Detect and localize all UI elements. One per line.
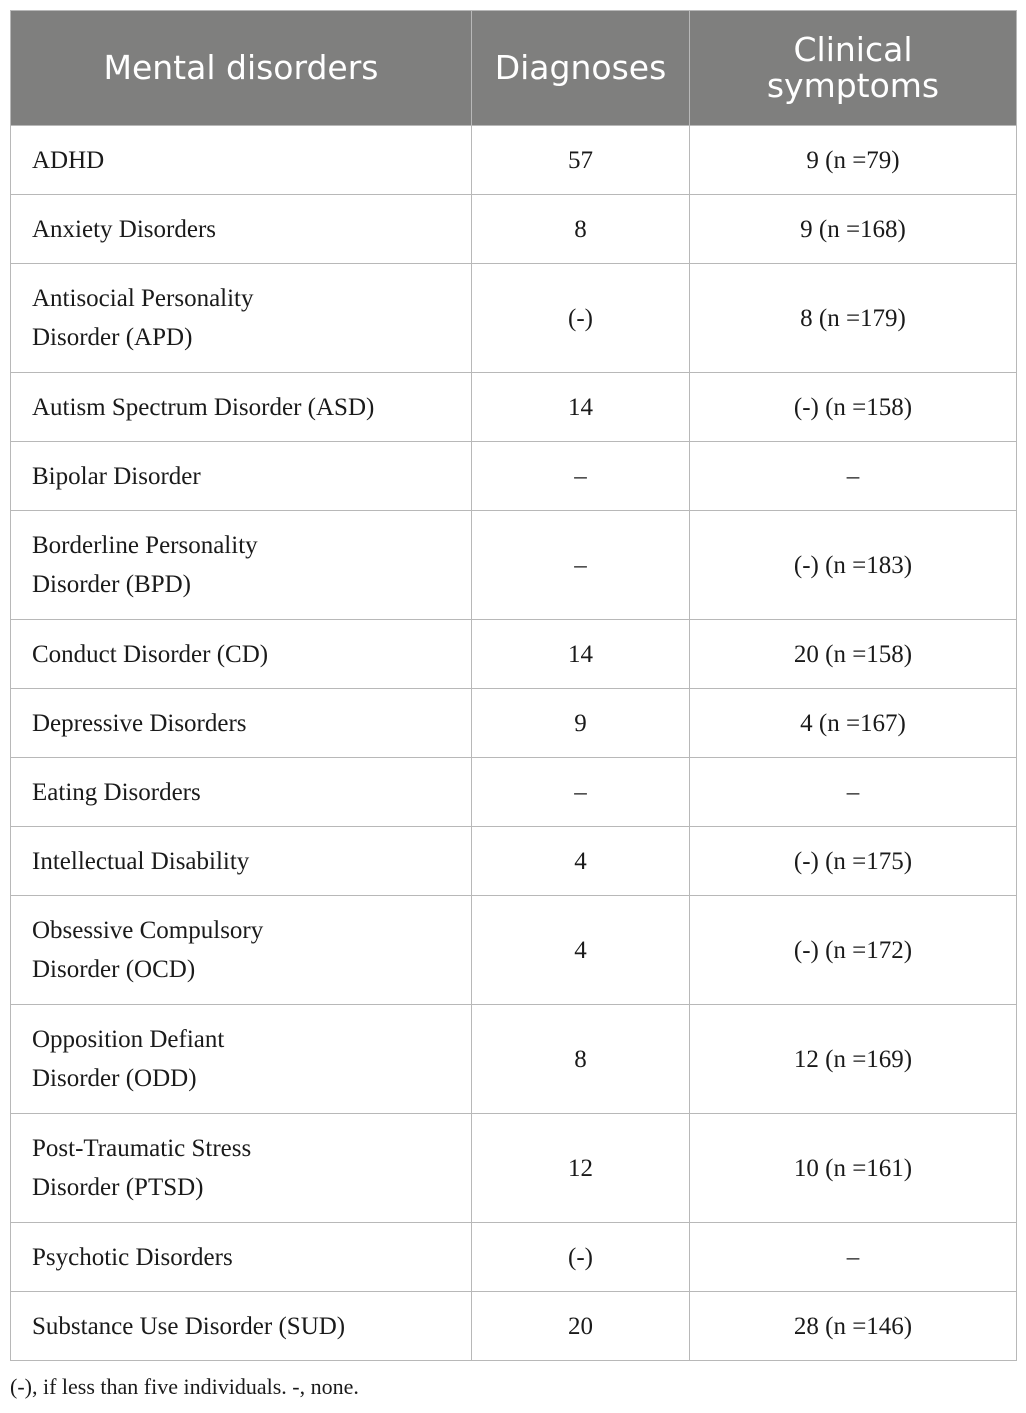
cell-symptoms: 20 (n =158) xyxy=(690,620,1017,689)
cell-disorder: Substance Use Disorder (SUD) xyxy=(11,1292,472,1361)
cell-diagnoses: – xyxy=(472,758,690,827)
header-mental-disorders: Mental disorders xyxy=(11,11,472,126)
table-row xyxy=(11,442,1017,511)
cell-symptoms: 8 (n =179) xyxy=(690,264,1017,373)
mental-disorders-table xyxy=(10,10,1017,1361)
cell-symptoms: (-) (n =183) xyxy=(690,511,1017,620)
cell-symptoms: – xyxy=(690,442,1017,511)
cell-disorder: Bipolar Disorder xyxy=(11,442,472,511)
cell-disorder: ADHD xyxy=(11,126,472,195)
table-row xyxy=(11,373,1017,442)
cell-disorder: Intellectual Disability xyxy=(11,827,472,896)
table-body xyxy=(11,126,1017,1361)
cell-symptoms: 9 (n =168) xyxy=(690,195,1017,264)
cell-symptoms: 12 (n =169) xyxy=(690,1005,1017,1114)
table-row xyxy=(11,511,1017,620)
cell-symptoms: (-) (n =172) xyxy=(690,896,1017,1005)
table-row xyxy=(11,126,1017,195)
table-row xyxy=(11,1114,1017,1223)
cell-disorder: Autism Spectrum Disorder (ASD) xyxy=(11,373,472,442)
cell-disorder: Borderline Personality Disorder (BPD) xyxy=(11,511,472,620)
table-footnote: (-), if less than five individuals. -, none. xyxy=(10,1374,359,1399)
cell-diagnoses: 20 xyxy=(472,1292,690,1361)
cell-symptoms: (-) (n =158) xyxy=(690,373,1017,442)
table-row xyxy=(11,1005,1017,1114)
cell-disorder: Obsessive Compulsory Disorder (OCD) xyxy=(11,896,472,1005)
cell-symptoms: 28 (n =146) xyxy=(690,1292,1017,1361)
table-header xyxy=(11,11,1017,126)
cell-symptoms: 9 (n =79) xyxy=(690,126,1017,195)
table-row xyxy=(11,195,1017,264)
cell-diagnoses: 8 xyxy=(472,195,690,264)
cell-diagnoses: – xyxy=(472,442,690,511)
cell-diagnoses: (-) xyxy=(472,264,690,373)
cell-symptoms: – xyxy=(690,1223,1017,1292)
cell-diagnoses: (-) xyxy=(472,1223,690,1292)
cell-disorder: Opposition Defiant Disorder (ODD) xyxy=(11,1005,472,1114)
table-row xyxy=(11,1292,1017,1361)
cell-disorder: Post-Traumatic Stress Disorder (PTSD) xyxy=(11,1114,472,1223)
cell-symptoms: 10 (n =161) xyxy=(690,1114,1017,1223)
cell-disorder: Eating Disorders xyxy=(11,758,472,827)
cell-diagnoses: 9 xyxy=(472,689,690,758)
cell-symptoms: (-) (n =175) xyxy=(690,827,1017,896)
cell-diagnoses: 57 xyxy=(472,126,690,195)
cell-diagnoses: 8 xyxy=(472,1005,690,1114)
data-table-container xyxy=(10,10,1016,1361)
header-row xyxy=(11,11,1017,126)
table-row xyxy=(11,620,1017,689)
cell-diagnoses: 14 xyxy=(472,620,690,689)
cell-diagnoses: 4 xyxy=(472,896,690,1005)
cell-disorder: Psychotic Disorders xyxy=(11,1223,472,1292)
table-row xyxy=(11,896,1017,1005)
cell-diagnoses: 4 xyxy=(472,827,690,896)
cell-symptoms: – xyxy=(690,758,1017,827)
header-diagnoses: Diagnoses xyxy=(472,11,690,126)
cell-diagnoses: 14 xyxy=(472,373,690,442)
cell-disorder: Antisocial Personality Disorder (APD) xyxy=(11,264,472,373)
cell-disorder: Depressive Disorders xyxy=(11,689,472,758)
cell-disorder: Anxiety Disorders xyxy=(11,195,472,264)
table-row xyxy=(11,758,1017,827)
cell-diagnoses: 12 xyxy=(472,1114,690,1223)
table-row xyxy=(11,689,1017,758)
table-row xyxy=(11,827,1017,896)
table-row xyxy=(11,264,1017,373)
cell-diagnoses: – xyxy=(472,511,690,620)
cell-disorder: Conduct Disorder (CD) xyxy=(11,620,472,689)
table-row xyxy=(11,1223,1017,1292)
header-clinical-symptoms: Clinical symptoms xyxy=(690,11,1017,126)
cell-symptoms: 4 (n =167) xyxy=(690,689,1017,758)
